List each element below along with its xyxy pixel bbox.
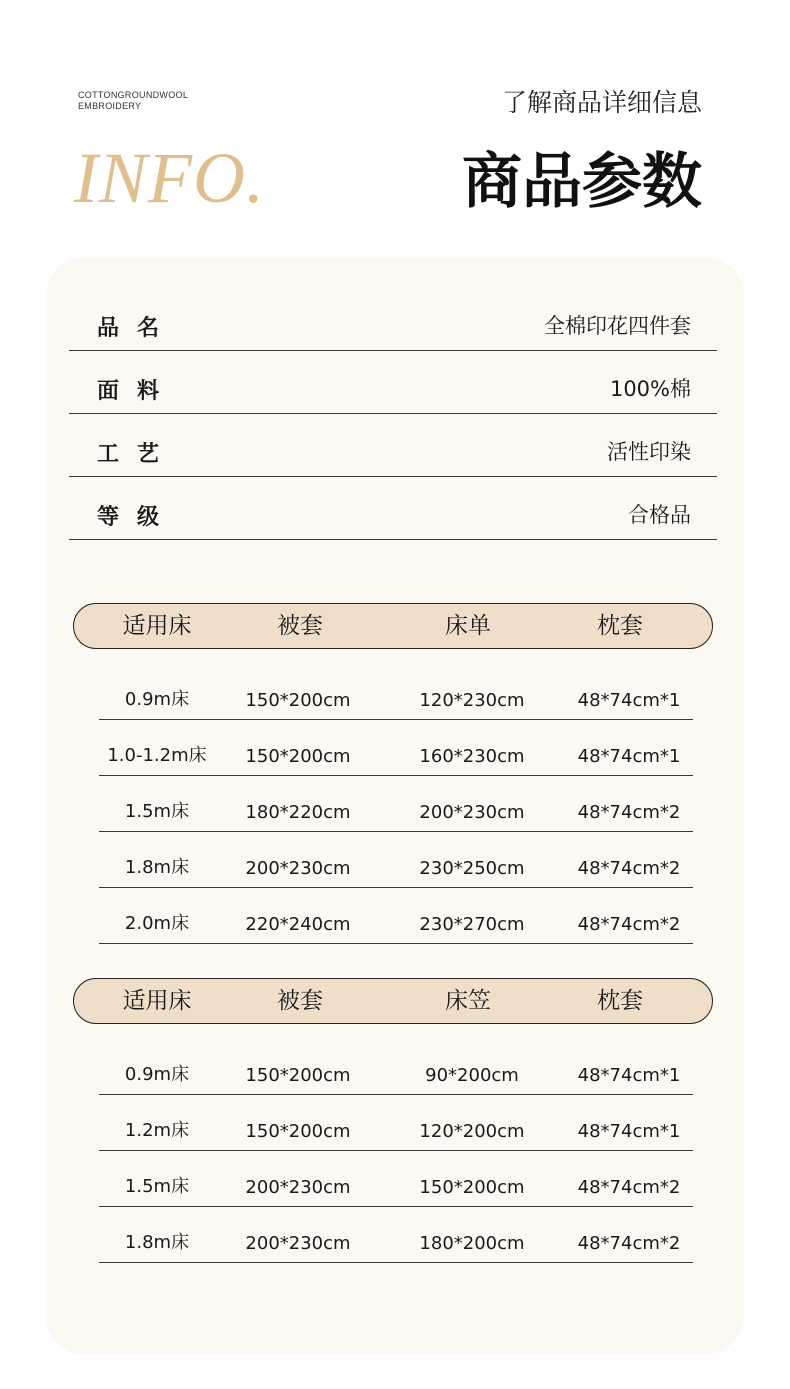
- cell-pillowcase: 48*74cm*2: [577, 1177, 681, 1198]
- spec-label: 品名: [97, 316, 178, 341]
- cell-duvet-cover: 200*230cm: [245, 1233, 351, 1254]
- size-table-header: [73, 603, 713, 649]
- cell-pillowcase: 48*74cm*1: [577, 1065, 681, 1086]
- cell-pillowcase: 48*74cm*1: [577, 1121, 681, 1142]
- cell-bed-sheet: 120*230cm: [419, 690, 525, 711]
- table-row: [99, 832, 693, 888]
- cell-bed-sheet: 230*250cm: [419, 858, 525, 879]
- page-title: 商品参数: [462, 147, 702, 217]
- cell-bed-sheet: 230*270cm: [419, 914, 525, 935]
- spec-row-grade: [69, 477, 717, 540]
- spec-label: 工艺: [97, 442, 178, 467]
- cell-bed-size: 0.9m床: [124, 1064, 190, 1085]
- size-table-fitted: [73, 978, 713, 1254]
- table-row: [99, 888, 693, 944]
- cell-duvet-cover: 180*220cm: [245, 802, 351, 823]
- spec-row-fabric: [69, 351, 717, 414]
- cell-fitted-sheet: 90*200cm: [425, 1065, 519, 1086]
- spec-label: 等级: [97, 505, 178, 530]
- brand-line-1: COTTONGROUNDWOOL: [78, 90, 189, 100]
- spec-row-name: [69, 288, 717, 351]
- spec-value: 100%棉: [609, 377, 691, 401]
- header-fitted-sheet: 床笠: [445, 988, 491, 1014]
- table-row: [99, 720, 693, 776]
- cell-bed-size: 1.5m床: [124, 1176, 190, 1197]
- cell-bed-size: 2.0m床: [124, 913, 190, 934]
- cell-duvet-cover: 200*230cm: [245, 858, 351, 879]
- header-bed-sheet: 床单: [445, 613, 491, 639]
- cell-bed-size: 0.9m床: [124, 689, 190, 710]
- spec-value: 全棉印花四件套: [544, 314, 691, 338]
- header-pillowcase: 枕套: [597, 988, 643, 1014]
- cell-duvet-cover: 150*200cm: [245, 1121, 351, 1142]
- table-row: [99, 1151, 693, 1207]
- cell-bed-size: 1.8m床: [124, 857, 190, 878]
- cell-bed-size: 1.0-1.2m床: [107, 745, 207, 766]
- cell-bed-sheet: 160*230cm: [419, 746, 525, 767]
- cell-pillowcase: 48*74cm*2: [577, 914, 681, 935]
- page-subtitle: 了解商品详细信息: [501, 88, 702, 117]
- spec-label: 面料: [97, 379, 178, 404]
- cell-duvet-cover: 200*230cm: [245, 1177, 351, 1198]
- spec-row-craft: [69, 414, 717, 477]
- cell-pillowcase: 48*74cm*2: [577, 1233, 681, 1254]
- spec-card: [46, 258, 744, 1354]
- spec-value: 活性印染: [607, 440, 691, 464]
- table-row: [99, 664, 693, 720]
- cell-duvet-cover: 150*200cm: [245, 1065, 351, 1086]
- brand-text: [78, 90, 188, 112]
- cell-bed-sheet: 200*230cm: [419, 802, 525, 823]
- table-row: [99, 776, 693, 832]
- size-table-body: [99, 1039, 693, 1263]
- table-row: [99, 1095, 693, 1151]
- cell-fitted-sheet: 150*200cm: [419, 1177, 525, 1198]
- cell-pillowcase: 48*74cm*1: [577, 690, 681, 711]
- cell-bed-size: 1.2m床: [124, 1120, 190, 1141]
- spec-value: 合格品: [628, 503, 691, 527]
- table-row: [99, 1207, 693, 1263]
- size-table-header: [73, 978, 713, 1024]
- cell-duvet-cover: 150*200cm: [245, 746, 351, 767]
- header-duvet-cover: 被套: [277, 988, 323, 1014]
- cell-fitted-sheet: 180*200cm: [419, 1233, 525, 1254]
- header-bed-size: 适用床: [122, 988, 192, 1014]
- size-table-sheet: [73, 603, 713, 935]
- info-logo-text: INFO.: [74, 138, 265, 218]
- cell-duvet-cover: 220*240cm: [245, 914, 351, 935]
- cell-fitted-sheet: 120*200cm: [419, 1121, 525, 1142]
- cell-pillowcase: 48*74cm*2: [577, 858, 681, 879]
- header-duvet-cover: 被套: [277, 613, 323, 639]
- cell-pillowcase: 48*74cm*2: [577, 802, 681, 823]
- cell-pillowcase: 48*74cm*1: [577, 746, 681, 767]
- size-table-body: [99, 664, 693, 944]
- table-row: [99, 1039, 693, 1095]
- cell-bed-size: 1.8m床: [124, 1232, 190, 1253]
- header-pillowcase: 枕套: [597, 613, 643, 639]
- brand-line-2: EMBROIDERY: [78, 101, 142, 111]
- cell-bed-size: 1.5m床: [124, 801, 190, 822]
- spec-list: [69, 288, 717, 540]
- header-bed-size: 适用床: [122, 613, 192, 639]
- cell-duvet-cover: 150*200cm: [245, 690, 351, 711]
